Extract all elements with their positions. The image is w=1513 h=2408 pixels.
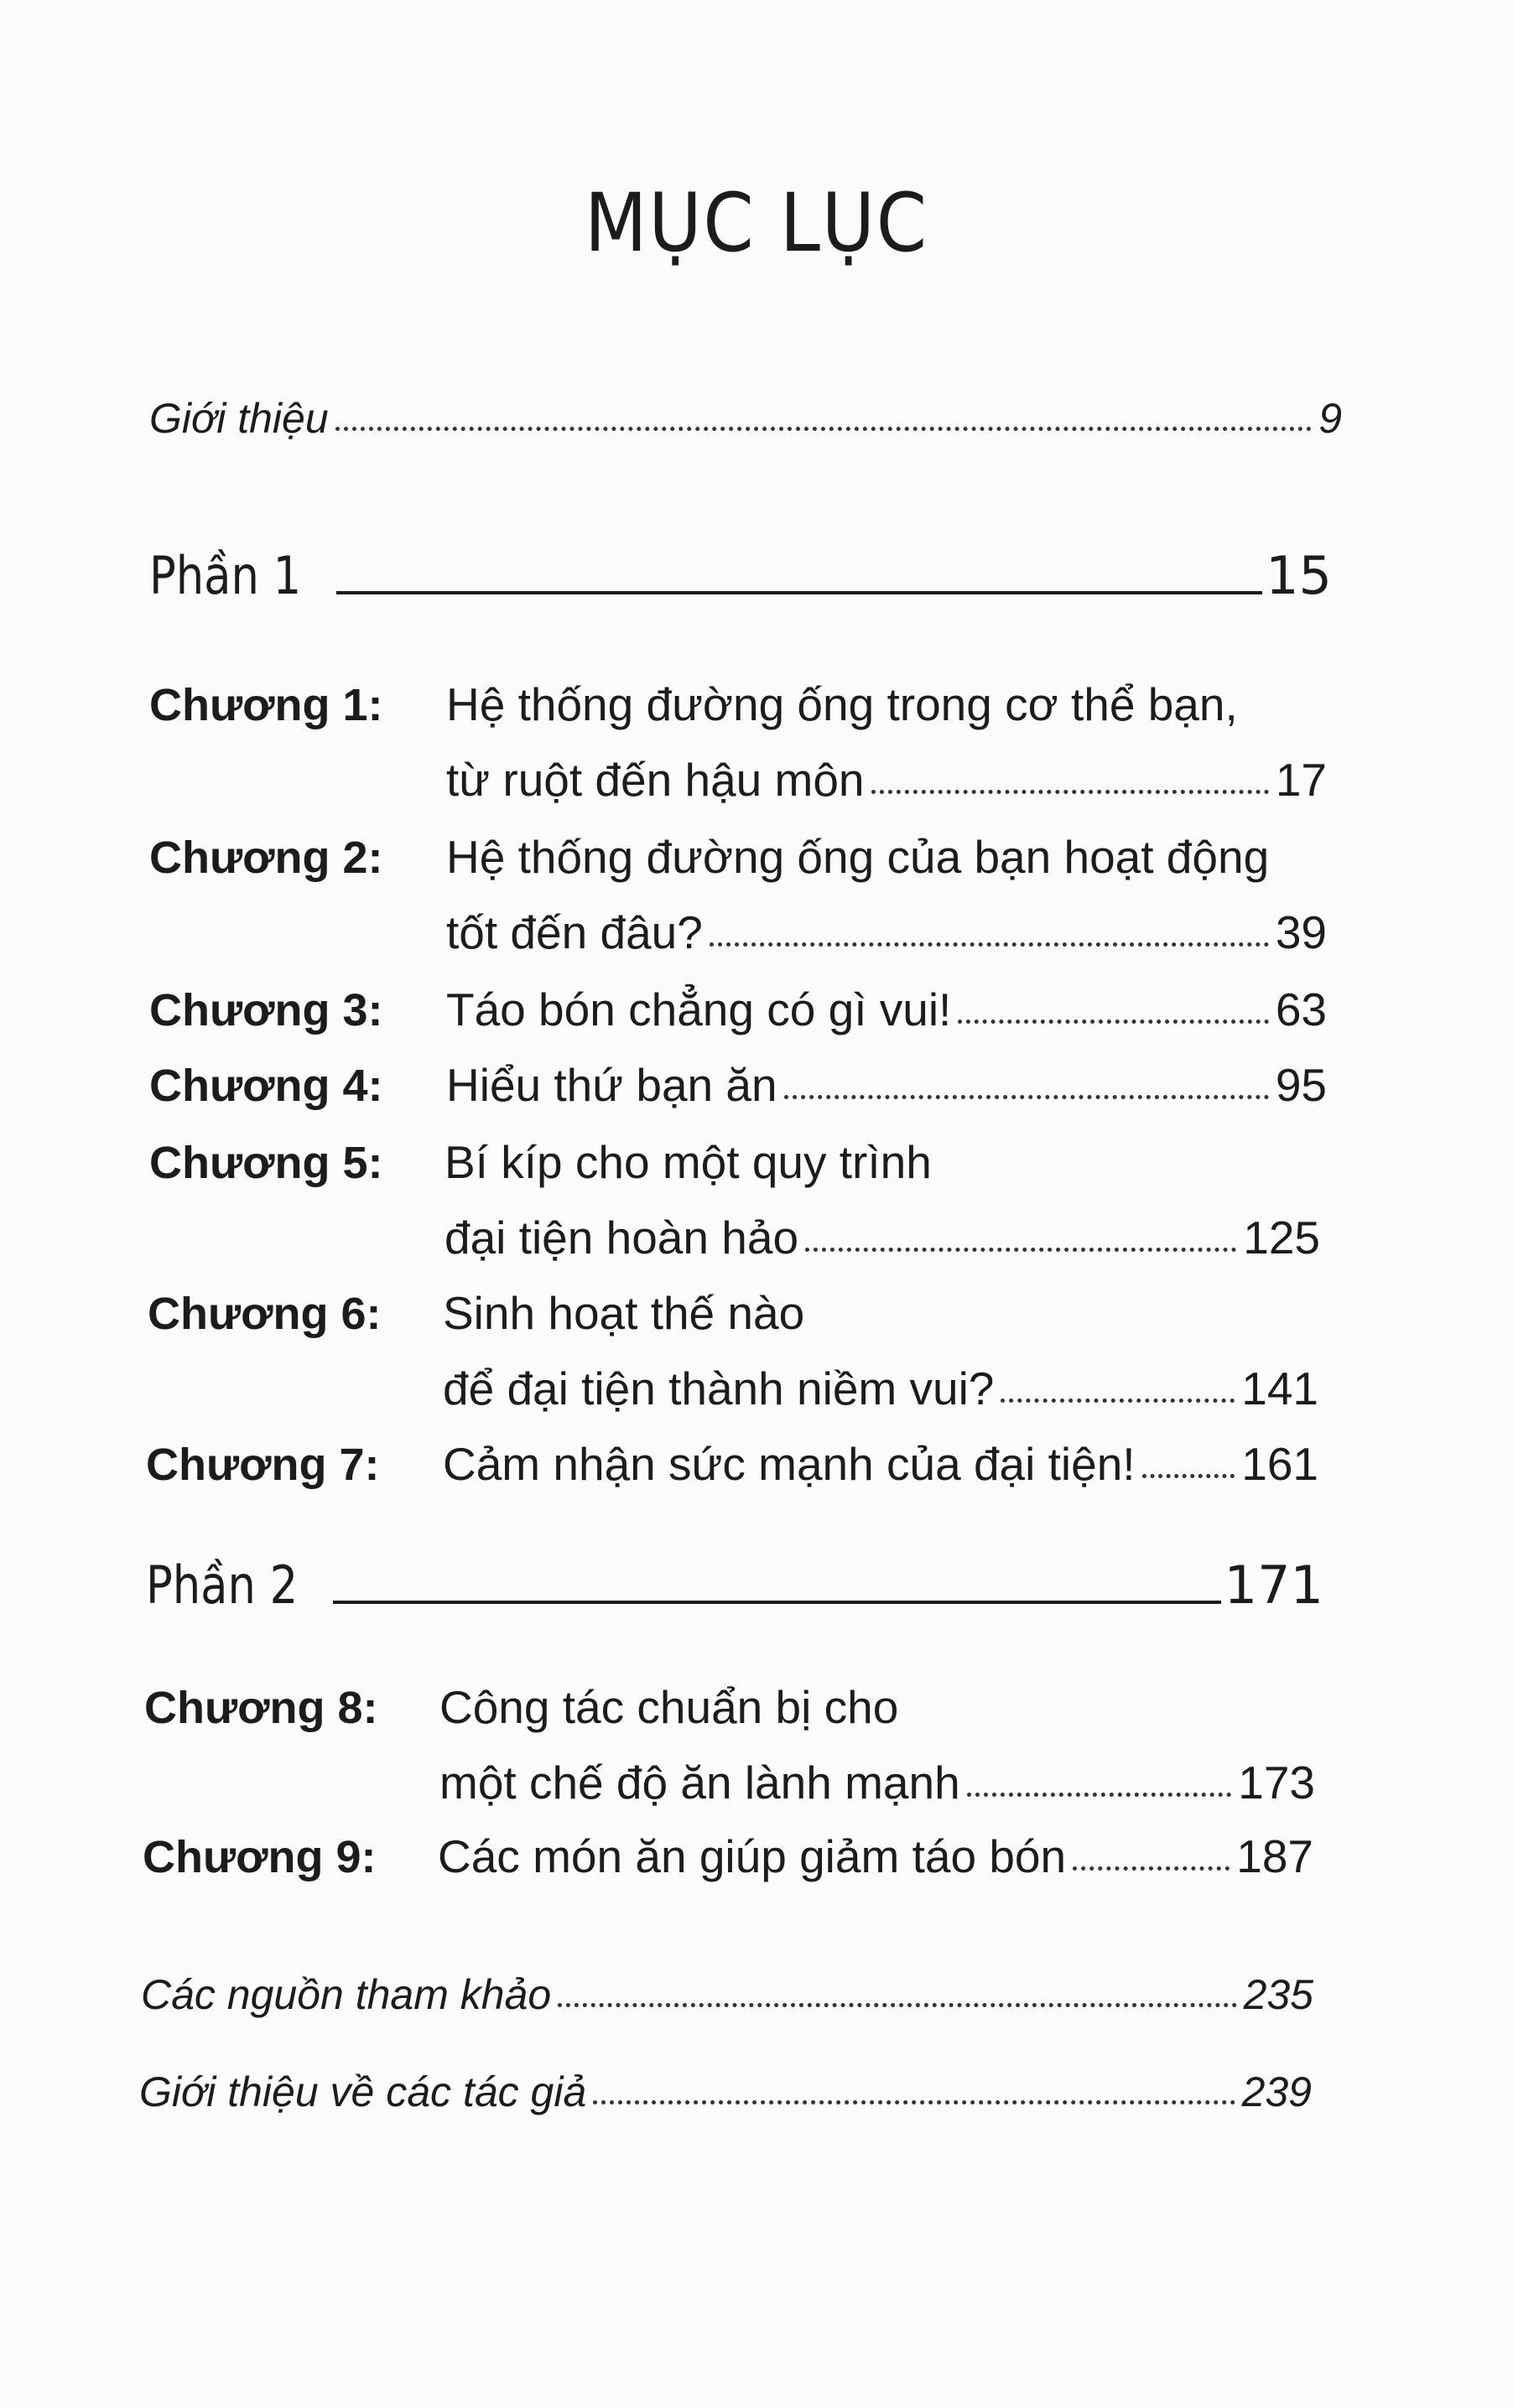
entry-page: 187 (1236, 1830, 1313, 1882)
toc-entry-chapter-1[interactable] (446, 753, 1327, 807)
entry-text: Các món ăn giúp giảm táo bón (438, 1830, 1067, 1882)
entry-text: tốt đến đâu? (446, 906, 703, 958)
chapter-label-3: Chương 3: (149, 985, 383, 1035)
part-label: Phần 2 (146, 1554, 299, 1616)
dot-leader (1142, 1474, 1235, 1478)
entry-page: 161 (1241, 1438, 1318, 1490)
dot-leader (558, 2003, 1236, 2007)
entry-text: từ ruột đến hậu môn (446, 754, 865, 806)
part-rule (333, 1601, 1221, 1604)
toc-entry-chapter-4[interactable] (446, 1058, 1327, 1112)
toc-entry-references[interactable] (141, 1970, 1313, 2019)
toc-entry-chapter-6[interactable] (443, 1362, 1318, 1415)
entry-page: 125 (1243, 1212, 1320, 1264)
chapter-title-6-line1[interactable]: Sinh hoạt thế nào (443, 1287, 805, 1339)
toc-entry-intro[interactable] (149, 394, 1342, 443)
entry-page: 173 (1238, 1757, 1315, 1809)
entry-text: Hiểu thứ bạn ăn (446, 1059, 777, 1111)
entry-page: 17 (1275, 754, 1327, 806)
dot-leader (335, 427, 1313, 431)
dot-leader (710, 942, 1269, 947)
chapter-label-4: Chương 4: (149, 1061, 383, 1111)
page-title: MỤC LỤC (585, 176, 928, 270)
toc-entry-chapter-7[interactable] (443, 1437, 1318, 1491)
toc-entry-chapter-2[interactable] (446, 906, 1327, 959)
part-label: Phần 1 (149, 545, 302, 606)
entry-page: 39 (1275, 906, 1327, 958)
entry-text: để đại tiện thành niềm vui? (443, 1362, 995, 1414)
chapter-title-2-line1[interactable]: Hệ thống đường ống của bạn hoạt động (446, 831, 1270, 883)
chapter-label-1: Chương 1: (149, 680, 383, 730)
dot-leader (805, 1248, 1236, 1252)
toc-entry-chapter-8[interactable] (439, 1756, 1315, 1809)
entry-page: 239 (1241, 2068, 1312, 2115)
entry-page: 141 (1241, 1362, 1318, 1414)
chapter-title-5-line1[interactable]: Bí kíp cho một quy trình (445, 1136, 932, 1188)
entry-page: 63 (1275, 983, 1327, 1035)
chapter-label-7: Chương 7: (146, 1440, 380, 1490)
part-rule (336, 591, 1262, 594)
entry-page: 95 (1275, 1059, 1327, 1111)
toc-entry-chapter-5[interactable] (445, 1211, 1320, 1264)
part-page: 15 (1266, 545, 1332, 606)
dot-leader (958, 1020, 1268, 1024)
entry-text: Cảm nhận sức mạnh của đại tiện! (443, 1438, 1136, 1490)
entry-text: đại tiện hoàn hảo (445, 1212, 799, 1264)
part-page: 171 (1224, 1554, 1323, 1616)
part-heading-1[interactable] (149, 545, 1332, 606)
dot-leader (871, 790, 1269, 794)
entry-text: một chế độ ăn lành mạnh (439, 1757, 960, 1809)
part-heading-2[interactable] (146, 1554, 1323, 1616)
toc-entry-about-authors[interactable] (139, 2068, 1312, 2116)
entry-text: Giới thiệu (149, 395, 329, 442)
chapter-label-9: Chương 9: (143, 1832, 377, 1882)
chapter-title-8-line1[interactable]: Công tác chuẩn bị cho (439, 1681, 899, 1733)
dot-leader (593, 2100, 1235, 2104)
entry-page: 9 (1318, 395, 1342, 442)
dot-leader (967, 1793, 1232, 1797)
entry-text: Các nguồn tham khảo (141, 1971, 552, 2018)
dot-leader (1073, 1866, 1230, 1871)
chapter-label-6: Chương 6: (148, 1289, 382, 1339)
chapter-label-8: Chương 8: (144, 1683, 378, 1733)
entry-text: Giới thiệu về các tác giả (139, 2068, 587, 2115)
chapter-label-2: Chương 2: (149, 833, 383, 883)
entry-page: 235 (1243, 1971, 1313, 2018)
dot-leader (1001, 1399, 1235, 1403)
chapter-title-1-line1[interactable]: Hệ thống đường ống trong cơ thể bạn, (446, 678, 1238, 730)
dot-leader (784, 1095, 1269, 1099)
chapter-label-5: Chương 5: (149, 1138, 383, 1188)
entry-text: Táo bón chẳng có gì vui! (446, 983, 952, 1035)
toc-entry-chapter-3[interactable] (446, 983, 1327, 1036)
toc-entry-chapter-9[interactable] (438, 1829, 1313, 1883)
